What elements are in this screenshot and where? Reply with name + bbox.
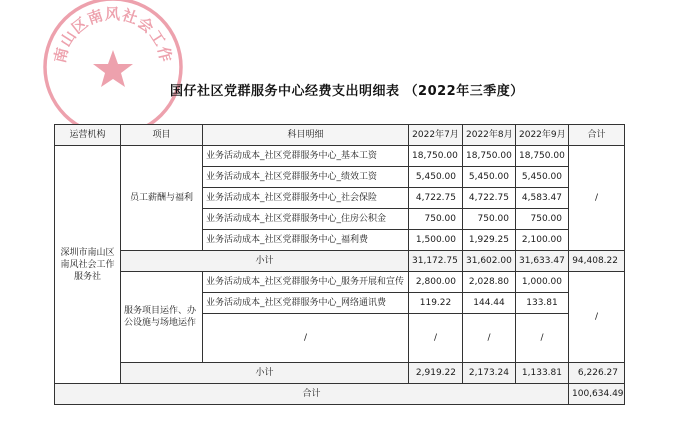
detail-cell: 业务活动成本_社区党群服务中心_绩效工资	[203, 167, 409, 188]
grand-total-value: 100,634.49	[569, 384, 625, 405]
month1-cell: 119.22	[409, 293, 463, 314]
header-month-1: 2022年7月	[409, 125, 463, 146]
subtotal-total: 6,226.27	[569, 363, 625, 384]
grand-total-row	[55, 384, 625, 405]
group2-total-cell: /	[569, 272, 625, 363]
group2-name-cell: 服务项目运作、办公设施与场地运作	[121, 272, 203, 363]
month1-cell: 750.00	[409, 209, 463, 230]
month2-cell: 144.44	[463, 293, 516, 314]
header-month-2: 2022年8月	[463, 125, 516, 146]
subtotal-month1: 2,919.22	[409, 363, 463, 384]
month2-cell: 2,028.80	[463, 272, 516, 293]
header-detail: 科目明细	[203, 125, 409, 146]
month2-cell: /	[463, 314, 516, 363]
subtotal-month2: 2,173.24	[463, 363, 516, 384]
subtotal-month2: 31,602.00	[463, 251, 516, 272]
subtotal-total: 94,408.22	[569, 251, 625, 272]
subtotal-row	[55, 251, 625, 272]
month3-cell: 5,450.00	[516, 167, 569, 188]
header-row	[55, 125, 625, 146]
month3-cell: /	[516, 314, 569, 363]
month2-cell: 750.00	[463, 209, 516, 230]
subtotal-month3: 1,133.81	[516, 363, 569, 384]
table-row	[55, 272, 625, 293]
month2-cell: 5,450.00	[463, 167, 516, 188]
detail-cell: 业务活动成本_社区党群服务中心_住房公积金	[203, 209, 409, 230]
header-total: 合计	[569, 125, 625, 146]
detail-cell: 业务活动成本_社区党群服务中心_服务开展和宣传	[203, 272, 409, 293]
month1-cell: 5,450.00	[409, 167, 463, 188]
month1-cell: 4,722.75	[409, 188, 463, 209]
header-category: 项目	[121, 125, 203, 146]
subtotal-month1: 31,172.75	[409, 251, 463, 272]
month1-cell: 1,500.00	[409, 230, 463, 251]
month1-cell: 2,800.00	[409, 272, 463, 293]
header-org: 运营机构	[55, 125, 121, 146]
seal-graphic	[38, 0, 188, 142]
month3-cell: 4,583.47	[516, 188, 569, 209]
month3-cell: 133.81	[516, 293, 569, 314]
detail-cell: /	[203, 314, 409, 363]
expense-table	[54, 124, 625, 405]
month2-cell: 18,750.00	[463, 146, 516, 167]
month2-cell: 4,722.75	[463, 188, 516, 209]
subtotal-row	[55, 363, 625, 384]
detail-cell: 业务活动成本_社区党群服务中心_社会保险	[203, 188, 409, 209]
month2-cell: 1,929.25	[463, 230, 516, 251]
detail-cell: 业务活动成本_社区党群服务中心_福利费	[203, 230, 409, 251]
month1-cell: 18,750.00	[409, 146, 463, 167]
group1-name-cell: 员工薪酬与福利	[121, 146, 203, 251]
org-name-cell: 深圳市南山区南风社会工作服务社	[55, 146, 121, 384]
detail-cell: 业务活动成本_社区党群服务中心_基本工资	[203, 146, 409, 167]
subtotal-label: 小计	[121, 363, 409, 384]
subtotal-label: 小计	[121, 251, 409, 272]
document-title: 国仔社区党群服务中心经费支出明细表 （2022年三季度）	[170, 84, 524, 99]
month3-cell: 750.00	[516, 209, 569, 230]
detail-cell: 业务活动成本_社区党群服务中心_网络通讯费	[203, 293, 409, 314]
month3-cell: 1,000.00	[516, 272, 569, 293]
month3-cell: 2,100.00	[516, 230, 569, 251]
group1-total-cell: /	[569, 146, 625, 251]
official-seal	[38, 0, 188, 142]
svg-text:深圳市南山区南风社会工作服务社: 南山区南风社会工作	[50, 4, 176, 65]
month3-cell: 18,750.00	[516, 146, 569, 167]
grand-total-label: 合计	[55, 384, 569, 405]
header-month-3: 2022年9月	[516, 125, 569, 146]
month1-cell: /	[409, 314, 463, 363]
subtotal-month3: 31,633.47	[516, 251, 569, 272]
table-row	[55, 146, 625, 167]
